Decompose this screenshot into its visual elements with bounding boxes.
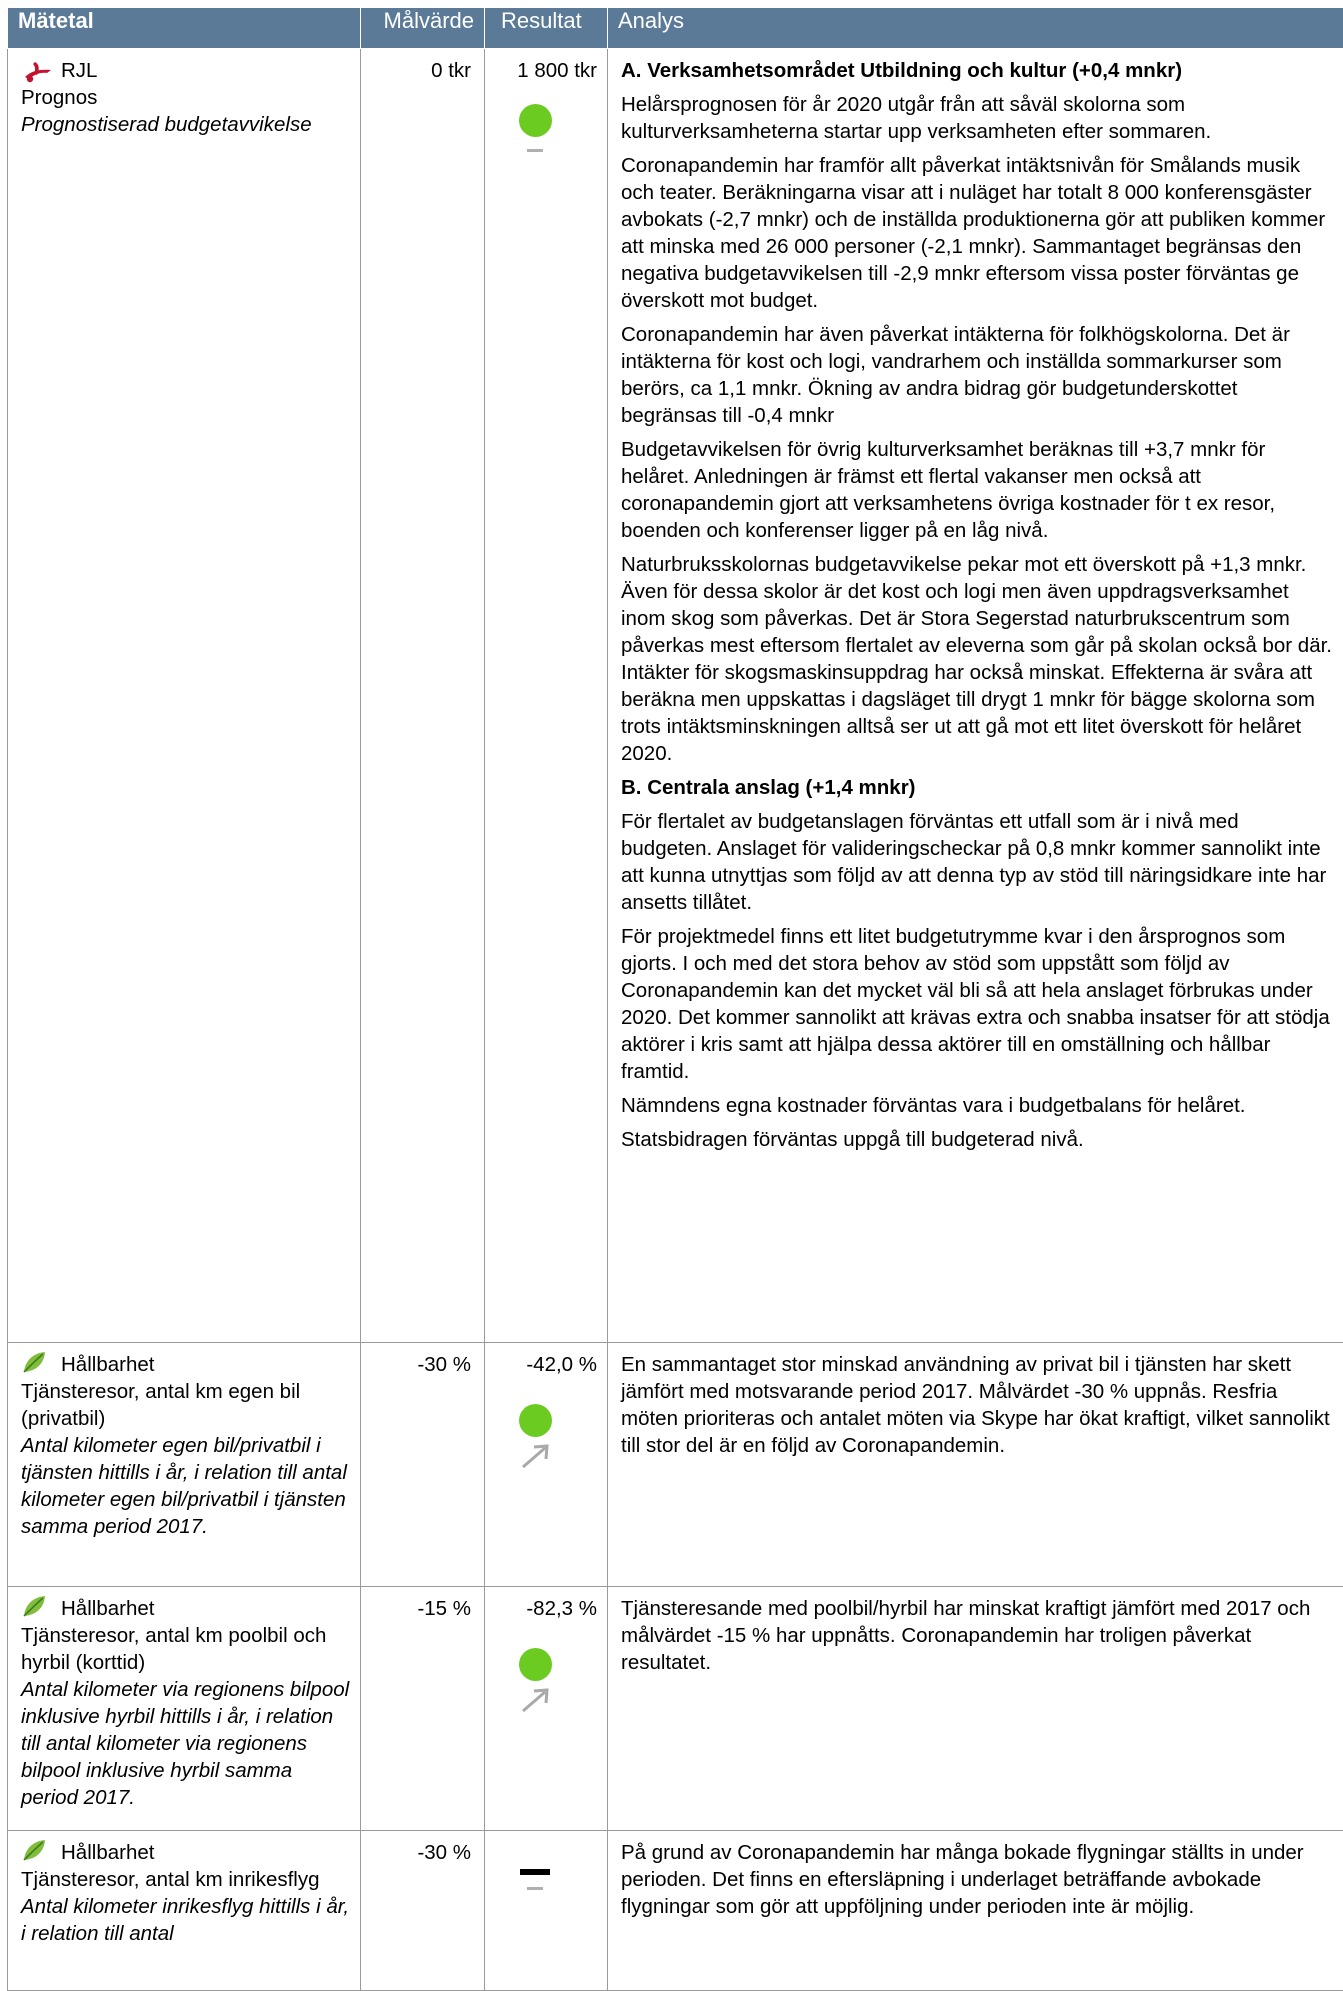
metric-name: Tjänsteresor, antal km poolbil och hyrbil (korttid) bbox=[21, 1622, 352, 1676]
target-value: 0 tkr bbox=[361, 49, 485, 1343]
analysis-cell bbox=[608, 1343, 1343, 1587]
analysis-paragraph: Coronapandemin har framför allt påverkat intäktsnivån för Smålands musik och teater. Beräkningarna visar att i nuläget har totalt 8 000 konferensgäster avbokats (-2,7 mnkr) och de inställda produktionerna gör att publiken kommer att minska med 26 000 personer (-2,1 mnkr). Sammantaget begränsas den negativa budgetavvikelsen till -2,9 mnkr eftersom vissa poster förväntas ge överskott mot budget. bbox=[621, 152, 1335, 314]
table-row bbox=[8, 1587, 1343, 1831]
metric-description: Antal kilometer via regionens bilpool inklusive hyrbil hittills i år, i relation till antal kilometer via regionens bilpool inklusive hyrbil samma period 2017. bbox=[21, 1676, 352, 1811]
analysis-paragraph: Tjänsteresande med poolbil/hyrbil har minskat kraftigt jämfört med 2017 och målvärdet -15 % har uppnåtts. Coronapandemin har troligen påverkat resultatet. bbox=[621, 1595, 1335, 1676]
analysis-paragraph: Statsbidragen förväntas uppgå till budgeterad nivå. bbox=[621, 1126, 1335, 1153]
result-cell bbox=[485, 1343, 608, 1587]
metric-category: RJL bbox=[61, 57, 97, 84]
metric-category: Hållbarhet bbox=[61, 1839, 154, 1866]
section-heading: B. Centrala anslag (+1,4 mnkr) bbox=[621, 774, 1335, 801]
trend-up-arrow-icon bbox=[520, 1443, 550, 1469]
table-row bbox=[8, 1343, 1343, 1587]
analysis-paragraph: För flertalet av budgetanslagen förväntas ett utfall som är i nivå med budgeten. Anslaget för valideringscheckar på 0,8 mnkr kommer sannolikt inte att kunna utnyttjas som följd av att denna typ av stöd till näringsidkare inte har ansetts tillåtet. bbox=[621, 808, 1335, 916]
metric-name: Tjänsteresor, antal km inrikesflyg bbox=[21, 1866, 352, 1893]
status-green-icon bbox=[519, 1404, 552, 1437]
trend-up-arrow-icon bbox=[520, 1687, 550, 1713]
result-value: -82,3 % bbox=[485, 1595, 597, 1622]
header-result: Resultat bbox=[485, 8, 608, 49]
result-cell bbox=[485, 1587, 608, 1831]
analysis-cell bbox=[608, 1831, 1343, 1991]
metric-cell bbox=[8, 1587, 361, 1831]
metric-name: Prognos bbox=[21, 84, 352, 111]
analysis-paragraph: Naturbruksskolornas budgetavvikelse pekar mot ett överskott på +1,3 mnkr. Även för dessa skolor är det kost och logi men även uppdragsverksamhet inom skog som påverkas. Det är Stora Segerstad naturbrukscentrum som påverkas mest eftersom flertalet av eleverna som går på skolan också bor där. Intäkter för skogsmaskinsuppdrag har också minskat. Effekterna är svåra att beräkna men uppskattas i dagsläget till drygt 1 mnkr för bägge skolorna som trots intäktsminskningen alltså ser ut att gå mot ett litet överskott för helåret 2020. bbox=[621, 551, 1335, 767]
metric-description: Prognostiserad budgetavvikelse bbox=[21, 111, 352, 138]
result-cell bbox=[485, 49, 608, 1343]
analysis-paragraph: Helårsprognosen för år 2020 utgår från att såväl skolorna som kulturverksamheterna startar upp verksamheten efter sommaren. bbox=[621, 91, 1335, 145]
status-green-icon bbox=[519, 1648, 552, 1681]
metric-description: Antal kilometer egen bil/privatbil i tjänsten hittills i år, i relation till antal kilometer egen bil/privatbil i tjänsten samma period 2017. bbox=[21, 1432, 352, 1540]
analysis-cell bbox=[608, 1587, 1343, 1831]
leaf-icon bbox=[21, 1593, 47, 1619]
metric-cell bbox=[8, 1343, 361, 1587]
status-missing-icon bbox=[520, 1869, 550, 1875]
leaf-icon bbox=[21, 1349, 47, 1375]
status-green-icon bbox=[519, 104, 552, 137]
result-value: 1 800 tkr bbox=[485, 57, 597, 84]
metric-category: Hållbarhet bbox=[61, 1351, 154, 1378]
target-value: -15 % bbox=[361, 1587, 485, 1831]
leaf-icon bbox=[21, 1837, 47, 1863]
section-heading: A. Verksamhetsområdet Utbildning och kultur (+0,4 mnkr) bbox=[621, 57, 1335, 84]
target-value: -30 % bbox=[361, 1831, 485, 1991]
metric-category: Hållbarhet bbox=[61, 1595, 154, 1622]
header-row bbox=[8, 8, 1343, 49]
metric-cell bbox=[8, 1831, 361, 1991]
result-value bbox=[485, 1839, 597, 1853]
metric-name: Tjänsteresor, antal km egen bil (privatbil) bbox=[21, 1378, 352, 1432]
metric-cell bbox=[8, 49, 361, 1343]
analysis-paragraph: Coronapandemin har även påverkat intäkterna för folkhögskolorna. Det är intäkterna för kost och logi, vandrarhem och inställda sommarkurser som berörs, ca 1,1 mnkr. Ökning av andra bidrag gör budgetunderskottet begränsas till -0,4 mnkr bbox=[621, 321, 1335, 429]
analysis-paragraph: För projektmedel finns ett litet budgetutrymme kvar i den årsprognos som gjorts. I och med det stora behov av stöd som uppstått som följd av Coronapandemin kan det mycket väl bli så att hela anslaget förbrukas under 2020. Det kommer sannolikt att krävas extra och snabba insatser för att stödja aktörer i kris samt att hjälpa dessa aktörer till en omställning och hållbar framtid. bbox=[621, 923, 1335, 1085]
result-value: -42,0 % bbox=[485, 1351, 597, 1378]
trend-flat-icon bbox=[527, 1887, 543, 1890]
analysis-paragraph: Nämndens egna kostnader förväntas vara i budgetbalans för helåret. bbox=[621, 1092, 1335, 1119]
trend-flat-icon bbox=[527, 149, 543, 152]
header-analysis: Analys bbox=[608, 8, 1343, 49]
analysis-paragraph: Budgetavvikelsen för övrig kulturverksamhet beräknas till +3,7 mnkr för helåret. Anledningen är främst ett flertal vakanser men också att coronapandemin gjort att verksamhetens övriga kostnader för t ex resor, boenden och konferenser ligger på en låg nivå. bbox=[621, 436, 1335, 544]
table-row bbox=[8, 49, 1343, 1343]
analysis-paragraph: En sammantaget stor minskad användning av privat bil i tjänsten har skett jämfört med motsvarande period 2017. Målvärdet -30 % uppnås. Resfria möten prioriteras och antalet möten via Skype har ökat kraftigt, vilket sannolikt till stor del är en följd av Coronapandemin. bbox=[621, 1351, 1335, 1459]
analysis-cell bbox=[608, 49, 1343, 1343]
rjl-logo-icon bbox=[21, 59, 55, 83]
metric-description: Antal kilometer inrikesflyg hittills i år, i relation till antal bbox=[21, 1893, 352, 1947]
analysis-paragraph: På grund av Coronapandemin har många bokade flygningar ställts in under perioden. Det finns en eftersläpning i underlaget beträffande avbokade flygningar som gör att uppföljning under perioden inte är möjlig. bbox=[621, 1839, 1335, 1920]
header-metric: Mätetal bbox=[8, 8, 361, 49]
table-row bbox=[8, 1831, 1343, 1991]
report-table bbox=[7, 7, 1343, 1991]
target-value: -30 % bbox=[361, 1343, 485, 1587]
result-cell bbox=[485, 1831, 608, 1991]
header-target: Målvärde bbox=[361, 8, 485, 49]
